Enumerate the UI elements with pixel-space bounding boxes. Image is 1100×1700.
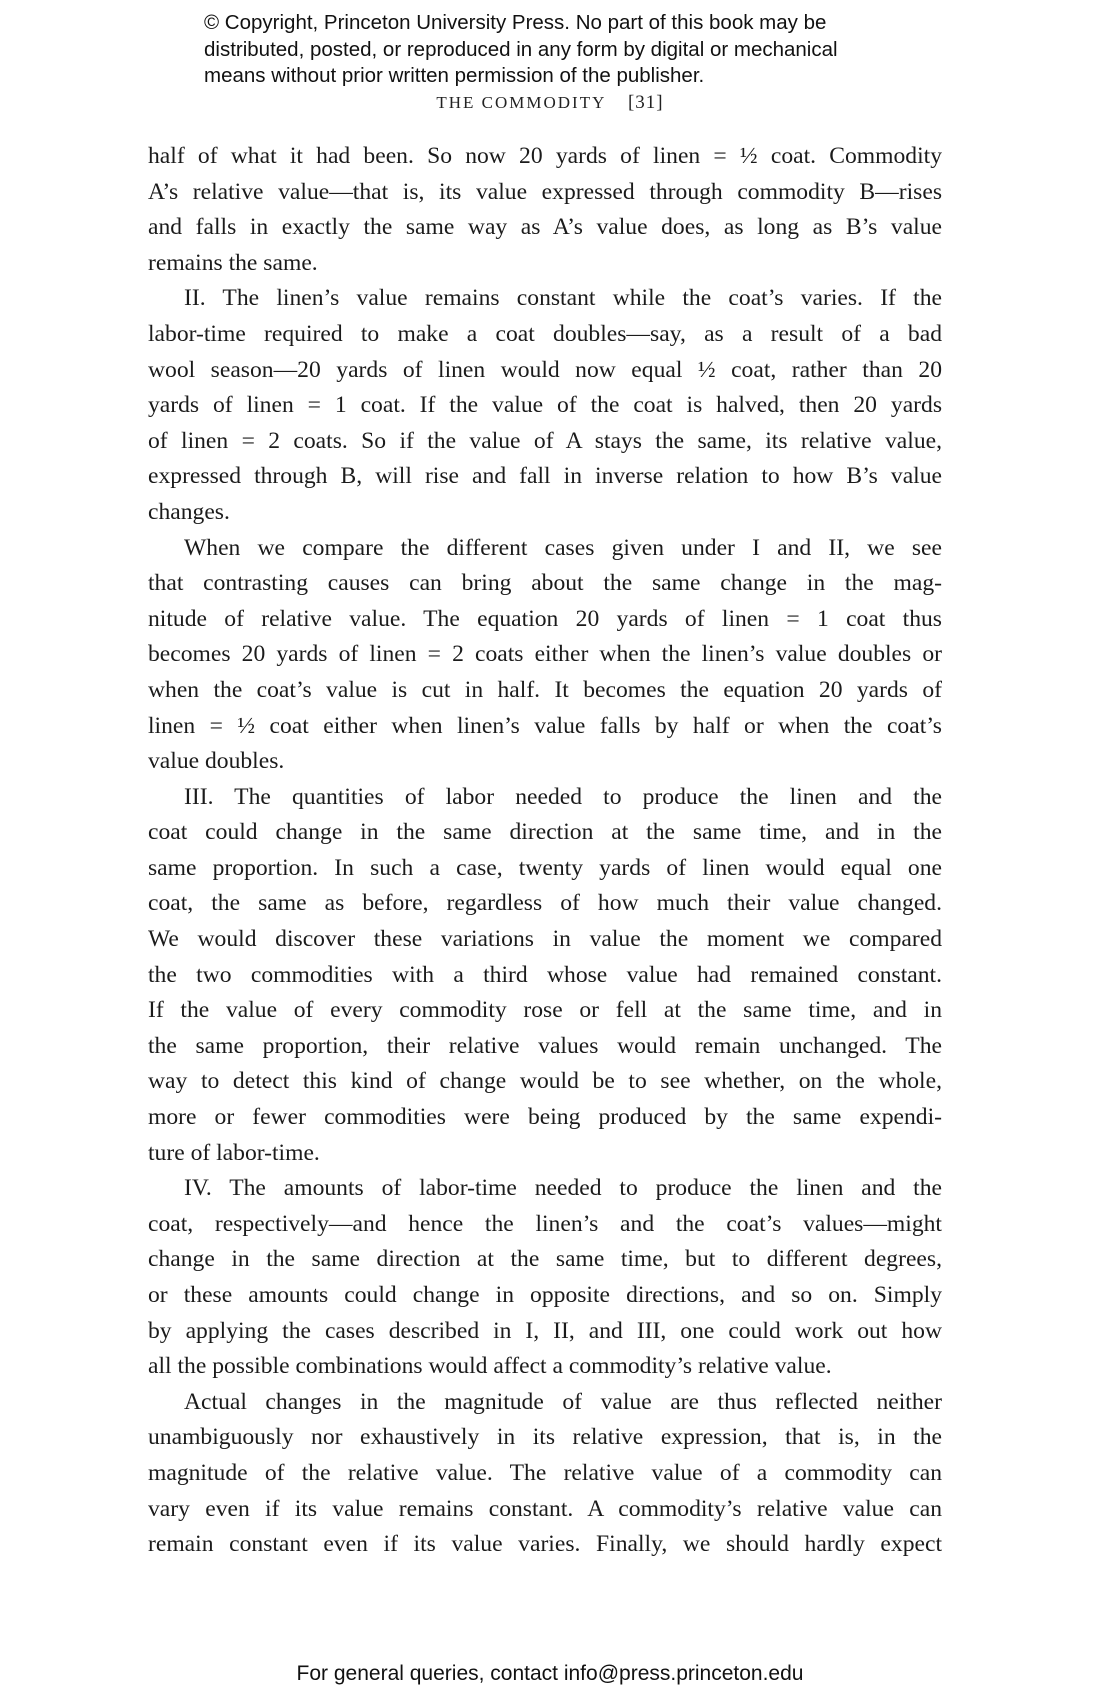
- paragraph: [148, 139, 942, 281]
- text-line: of linen = 2 coats. So if the value of A stays the same, its relative value,: [148, 427, 942, 454]
- text-line: becomes 20 yards of linen = 2 coats either when the linen’s value doubles or: [148, 641, 942, 668]
- text-line: half of what it had been. So now 20 yards of linen = ½ coat. Commodity: [148, 143, 942, 169]
- text-line: more or fewer commodities were being produced by the same expendi-: [148, 1104, 942, 1131]
- text-line: ture of labor-time.: [148, 1139, 320, 1166]
- text-line: by applying the cases described in I, II, and III, one could work out how: [148, 1317, 942, 1344]
- copyright-notice: [204, 10, 924, 90]
- text-line: when the coat’s value is cut in half. It becomes the equation 20 yards of: [148, 676, 942, 703]
- text-line: magnitude of the relative value. The relative value of a commodity can: [148, 1459, 942, 1486]
- footer-text: For general queries, contact info@press.princeton.edu: [296, 1662, 804, 1685]
- footer-contact: [0, 1662, 1100, 1686]
- running-head: [0, 92, 1100, 114]
- text-line: way to detect this kind of change would be to see whether, on the whole,: [148, 1068, 942, 1095]
- text-line: or these amounts could change in opposite directions, and so on. Simply: [148, 1282, 942, 1308]
- text-line: vary even if its value remains constant. A commodity’s relative value can: [148, 1495, 942, 1522]
- text-line: and falls in exactly the same way as A’s value does, as long as B’s value: [148, 214, 942, 241]
- text-line: change in the same direction at the same time, but to different degrees,: [148, 1246, 942, 1273]
- copyright-line: © Copyright, Princeton University Press. No part of this book may be: [204, 11, 827, 34]
- text-line: coat could change in the same direction at the same time, and in the: [148, 819, 942, 846]
- text-line: the two commodities with a third whose value had remained constant.: [148, 961, 942, 988]
- text-line: yards of linen = 1 coat. If the value of the coat is halved, then 20 yards: [148, 392, 942, 419]
- text-line: wool season—20 yards of linen would now equal ½ coat, rather than 20: [148, 356, 942, 383]
- copyright-line: distributed, posted, or reproduced in any form by digital or mechanical: [204, 37, 838, 61]
- text-line: We would discover these variations in value the moment we compared: [148, 926, 942, 953]
- paragraph: [148, 1385, 942, 1563]
- text-line: the same proportion, their relative values would remain unchanged. The: [148, 1032, 942, 1059]
- text-line: remains the same.: [148, 249, 318, 276]
- text-line: II. The linen’s value remains constant while the coat’s varies. If the: [184, 285, 942, 312]
- text-line: remain constant even if its value varies. Finally, we should hardly expect: [148, 1531, 942, 1558]
- text-line: III. The quantities of labor needed to produce the linen and the: [184, 783, 942, 810]
- text-line: When we compare the different cases given under I and II, we see: [184, 534, 942, 561]
- page-number: [31]: [627, 92, 664, 113]
- text-line: nitude of relative value. The equation 20 yards of linen = 1 coat thus: [148, 605, 942, 632]
- paragraph: [148, 531, 942, 780]
- text-line: IV. The amounts of labor-time needed to produce the linen and the: [184, 1175, 942, 1202]
- text-line: same proportion. In such a case, twenty yards of linen would equal one: [148, 854, 942, 881]
- paragraph: [148, 1171, 942, 1385]
- body-text: [148, 139, 942, 1563]
- text-line: value doubles.: [148, 748, 285, 775]
- text-line: labor-time required to make a coat doubles—say, as a result of a bad: [148, 320, 942, 347]
- text-line: unambiguously nor exhaustively in its relative expression, that is, in the: [148, 1424, 942, 1451]
- text-line: coat, the same as before, regardless of how much their value changed.: [148, 890, 942, 917]
- text-line: that contrasting causes can bring about the same change in the mag-: [148, 570, 942, 597]
- text-line: Actual changes in the magnitude of value are thus reflected neither: [184, 1388, 942, 1415]
- copyright-line: means without prior written permission of the publisher.: [204, 64, 705, 87]
- running-head-title: THE COMMODITY: [436, 93, 606, 112]
- text-line: If the value of every commodity rose or fell at the same time, and in: [148, 997, 942, 1024]
- text-line: coat, respectively—and hence the linen’s and the coat’s values—might: [148, 1210, 942, 1237]
- text-line: changes.: [148, 498, 230, 525]
- text-line: expressed through B, will rise and fall in inverse relation to how B’s value: [148, 463, 942, 490]
- text-line: A’s relative value—that is, its value expressed through commodity B—rises: [148, 178, 942, 205]
- paragraph: [148, 281, 942, 530]
- paragraph: [148, 780, 942, 1172]
- text-line: linen = ½ coat either when linen’s value falls by half or when the coat’s: [148, 712, 942, 739]
- text-line: all the possible combinations would affect a commodity’s relative value.: [148, 1353, 832, 1380]
